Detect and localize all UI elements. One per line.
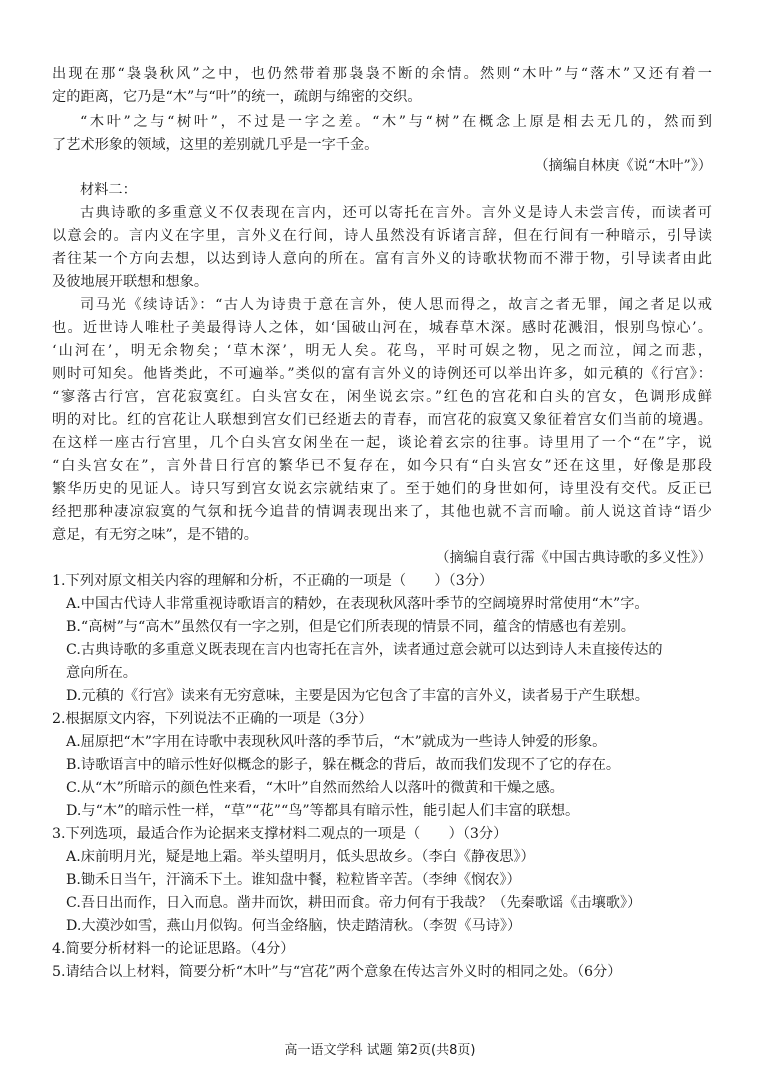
text-line: 了艺术形象的领域，这里的差别就几乎是一字千金。 — [52, 137, 379, 153]
question-3: 3.下列选项，最适合作为论据来支撑材料二观点的一项是（ ）（3分） — [52, 826, 508, 842]
text-line: 司马光《续诗话》：“古人为诗贵于意在言外，使人思而得之，故言之者无罪，闻之者足以戒 — [80, 297, 712, 313]
option-1c: C.古典诗歌的多重意义既表现在言内也寄托在言外，读者通过意会就可以达到诗人未直接传达的 — [66, 642, 663, 658]
text-line: 古典诗歌的多重意义不仅表现在言内，还可以寄托在言外。言外义是诗人未尝言传，而读者可 — [80, 205, 712, 221]
option-2d: D.与“木”的暗示性一样，“草”“花”“鸟”等都具有暗示性，能引起人们丰富的联想。 — [66, 803, 580, 819]
text-line: 经把那种凄凉寂寞的气氛和抚今追昔的情调表现出来了，其他也就不言而喻。前人说这首诗“语少 — [52, 504, 712, 520]
option-3d: D.大漠沙如雪，燕山月似钩。何当金络脑，快走踏清秋。（李贺《马诗》） — [66, 918, 522, 934]
text-line: 繁华历史的见证人。诗只写到宫女说玄宗就结束了。至于她们的身世如何，诗里没有交代。反正已 — [52, 481, 712, 497]
option-3b: B.锄禾日当午，汗滴禾下土。谁知盘中餐，粒粒皆辛苦。（李绅《悯农》） — [66, 872, 521, 888]
text-line: “寥落古行宫，宫花寂寞红。白头宫女在，闲坐说玄宗。”红色的宫花和白头的宫女，色调形成鲜 — [52, 389, 712, 405]
source-citation: （摘编自林庚《说“木叶”》） — [534, 158, 712, 174]
source-citation: （摘编自袁行霈《中国古典诗歌的多义性》） — [435, 550, 712, 566]
text-line: 以意会的。言内义在字里，言外义在行间，诗人虽然没有诉诸言辞，但在行间有一种暗示，引导读 — [52, 228, 712, 244]
option-1b: B.“高树”与“高木”虽然仅有一字之别，但是它们所表现的情景不同，蕴含的情感也有差别。 — [66, 619, 635, 635]
option-2a: A.屈原把“木”字用在诗歌中表现秋风叶落的季节后，“木”就成为一些诗人钟爱的形象。 — [66, 734, 607, 750]
page-footer: 高一语文学科 试题 第2页(共8页) — [284, 1043, 476, 1058]
text-line: 意足，有无穷之味”，是不错的。 — [52, 527, 258, 543]
text-line: 明的对比。红的宫花让人联想到宫女们已经逝去的青春，而宫花的寂寞又象征着宫女们当前的境遇。 — [52, 412, 712, 428]
option-1c-cont: 意向所在。 — [66, 665, 137, 681]
option-3a: A.床前明月光，疑是地上霜。举头望明月，低头思故乡。（李白《静夜思》） — [66, 849, 535, 865]
option-2b: B.诗歌语言中的暗示性好似概念的影子，躲在概念的背后，故而我们发现不了它的存在。 — [66, 757, 621, 773]
question-2: 2.根据原文内容，下列说法不正确的一项是（3分） — [52, 711, 373, 727]
text-line: “木叶”之与“树叶”，不过是一字之差。“木”与“树”在概念上原是相去无几的，然而到 — [80, 114, 712, 130]
question-4: 4.简要分析材料一的论证思路。（4分） — [52, 941, 295, 957]
question-5: 5.请结合以上材料，简要分析“木叶”与“宫花”两个意象在传达言外义时的相同之处。（6分） — [52, 964, 622, 980]
question-1: 1.下列对原文相关内容的理解和分析，不正确的一项是（ ）（3分） — [52, 573, 494, 589]
option-3c: C.吾日出而作，日入而息。凿井而饮，耕田而食。帝力何有于我哉？（先秦歌谣《击壤歌》） — [66, 895, 642, 911]
text-line: ‘山河在’，明无余物矣；‘草木深’，明无人矣。花鸟，平时可娱之物，见之而泣，闻之而悲， — [52, 343, 712, 359]
option-1d: D.元稹的《行宫》读来有无穷意味，主要是因为它包含了丰富的言外义，读者易于产生联想。 — [66, 688, 649, 704]
text-line: 则时可知矣。他皆类此，不可遍举。”类似的富有言外义的诗例还可以举出许多，如元稹的《行宫》： — [52, 366, 712, 382]
option-2c: C.从“木”所暗示的颜色性来看，“木叶”自然而然给人以落叶的微黄和干燥之感。 — [66, 780, 564, 796]
text-line: “白头宫女在”，言外昔日行宫的繁华已不复存在，如今只有“白头宫女”还在这里，好像是那段 — [52, 458, 712, 474]
text-line: 也。近世诗人唯杜子美最得诗人之体，如‘国破山河在，城春草木深。感时花溅泪，恨别鸟惊心’。 — [52, 320, 712, 336]
section-heading: 材料二： — [80, 182, 137, 198]
text-line: 及彼地展开联想和想象。 — [52, 274, 209, 290]
option-1a: A.中国古代诗人非常重视诗歌语言的精妙，在表现秋风落叶季节的空阔境界时常使用“木”字。 — [66, 596, 649, 612]
text-line: 定的距离，它乃是“木”与“叶”的统一，疏朗与绵密的交织。 — [52, 89, 422, 105]
text-line: 者往某一个方向去想，以达到诗人意向的所在。富有言外义的诗歌状物而不滞于物，引导读者由此 — [52, 251, 712, 267]
text-line: 出现在那“袅袅秋风”之中，也仍然带着那袅袅不断的余情。然则“木叶”与“落木”又还有着一 — [52, 66, 712, 82]
text-line: 在这样一座古行宫里，几个白头宫女闲坐在一起，谈论着玄宗的往事。诗里用了一个“在”字，说 — [52, 435, 712, 451]
